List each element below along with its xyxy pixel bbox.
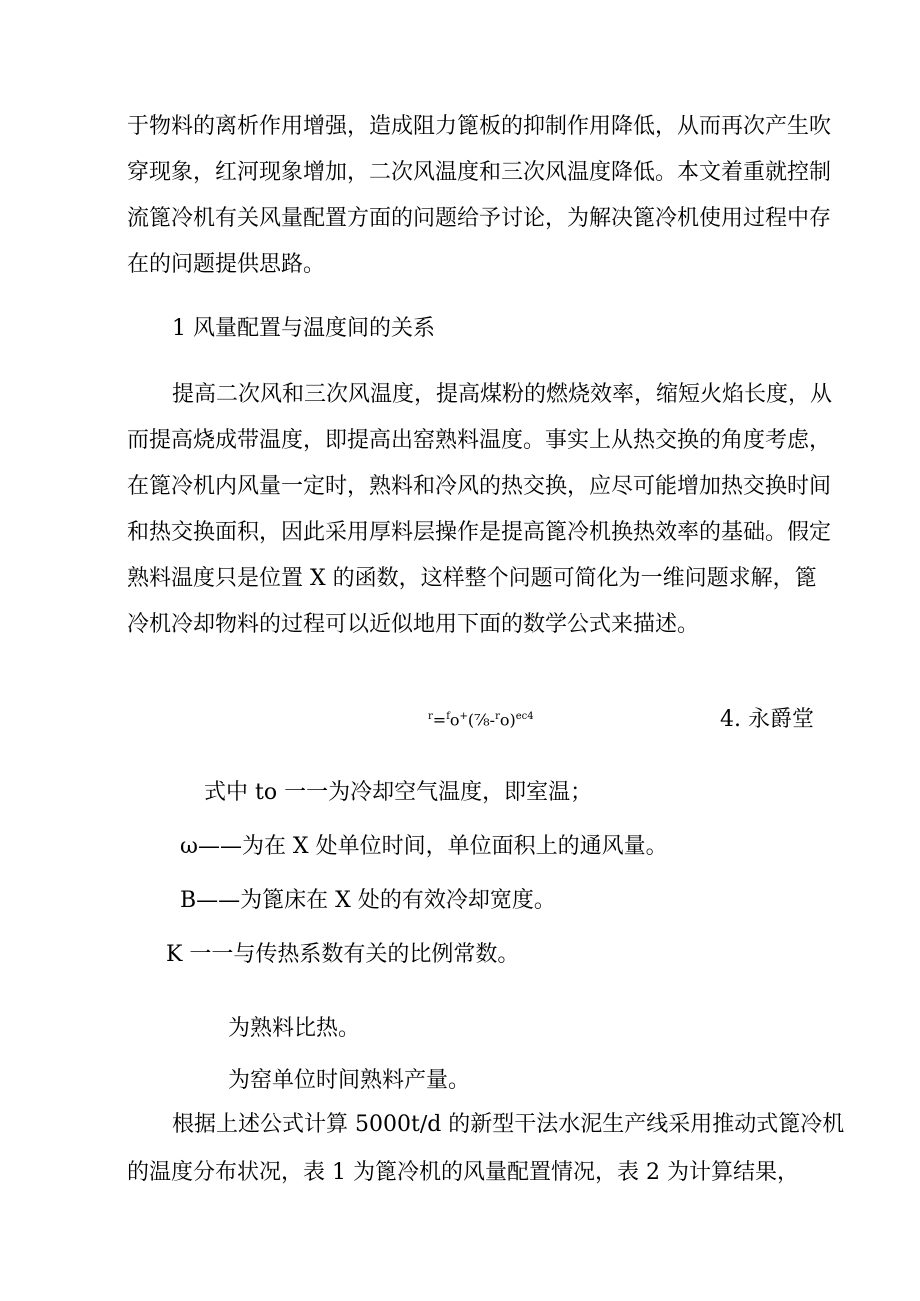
paragraph-2-line-4: 和热交换面积，因此采用厚料层操作是提高篦冷机换热效率的基础。假定 <box>127 520 832 545</box>
paragraph-2-line-1: 提高二次风和三次风温度，提高煤粉的燃烧效率，缩短火焰长度，从 <box>172 382 833 407</box>
formula-part-5: + <box>459 711 468 722</box>
formula-part-1: r <box>428 711 433 722</box>
definition-output: 为窑单位时间熟料产量。 <box>228 1068 471 1093</box>
formula-part-9: ec4 <box>515 711 534 722</box>
paragraph-2-line-6: 冷机冷却物料的过程可以近似地用下面的数学公式来描述。 <box>127 612 700 637</box>
paragraph-1-line-4: 在的问题提供思路。 <box>127 252 326 277</box>
definition-specific-heat: 为熟料比热。 <box>228 1016 361 1041</box>
paragraph-1-line-3: 流篦冷机有关风量配置方面的问题给予讨论，为解决篦冷机使用过程中存 <box>127 206 832 231</box>
definition-to: 式中 to 一一为冷却空气温度，即室温； <box>204 780 593 805</box>
definition-k: K 一一与传热系数有关的比例常数。 <box>166 942 520 967</box>
formula-part-3: f <box>446 711 450 722</box>
paragraph-2-line-5: 熟料温度只是位置 X 的函数，这样整个问题可简化为一维问题求解，篦 <box>127 566 817 591</box>
formula-part-4: o <box>449 710 460 730</box>
formula-part-2: = <box>432 710 447 730</box>
section-heading: 1 风量配置与温度间的关系 <box>172 316 435 341</box>
formula-part-7: r <box>495 711 500 722</box>
paragraph-1-line-1: 于物料的离析作用增强，造成阻力篦板的抑制作用降低，从而再次产生吹 <box>127 114 832 139</box>
paragraph-3-line-2: 的温度分布状况，表 1 为篦冷机的风量配置情况，表 2 为计算结果， <box>127 1160 799 1185</box>
formula-number-label: 4. 永爵堂 <box>720 707 814 732</box>
paragraph-2-line-3: 在篦冷机内风量一定时，熟料和冷风的热交换，应尽可能增加热交换时间 <box>127 474 832 499</box>
cooling-formula <box>428 705 534 732</box>
paragraph-3-line-1: 根据上述公式计算 5000t∕d 的新型干法水泥生产线采用推动式篦冷机 <box>172 1112 845 1137</box>
paragraph-2-line-2: 而提高烧成带温度，即提高出窑熟料温度。事实上从热交换的角度考虑， <box>127 428 832 453</box>
formula-part-8: o) <box>499 710 516 730</box>
formula-part-6: (⅞- <box>467 710 496 730</box>
definition-b: B——为篦床在 X 处的有效冷却宽度。 <box>180 888 556 913</box>
paragraph-1-line-2: 穿现象，红河现象增加，二次风温度和三次风温度降低。本文着重就控制 <box>127 160 832 185</box>
definition-omega: ω——为在 X 处单位时间，单位面积上的通风量。 <box>180 834 668 859</box>
